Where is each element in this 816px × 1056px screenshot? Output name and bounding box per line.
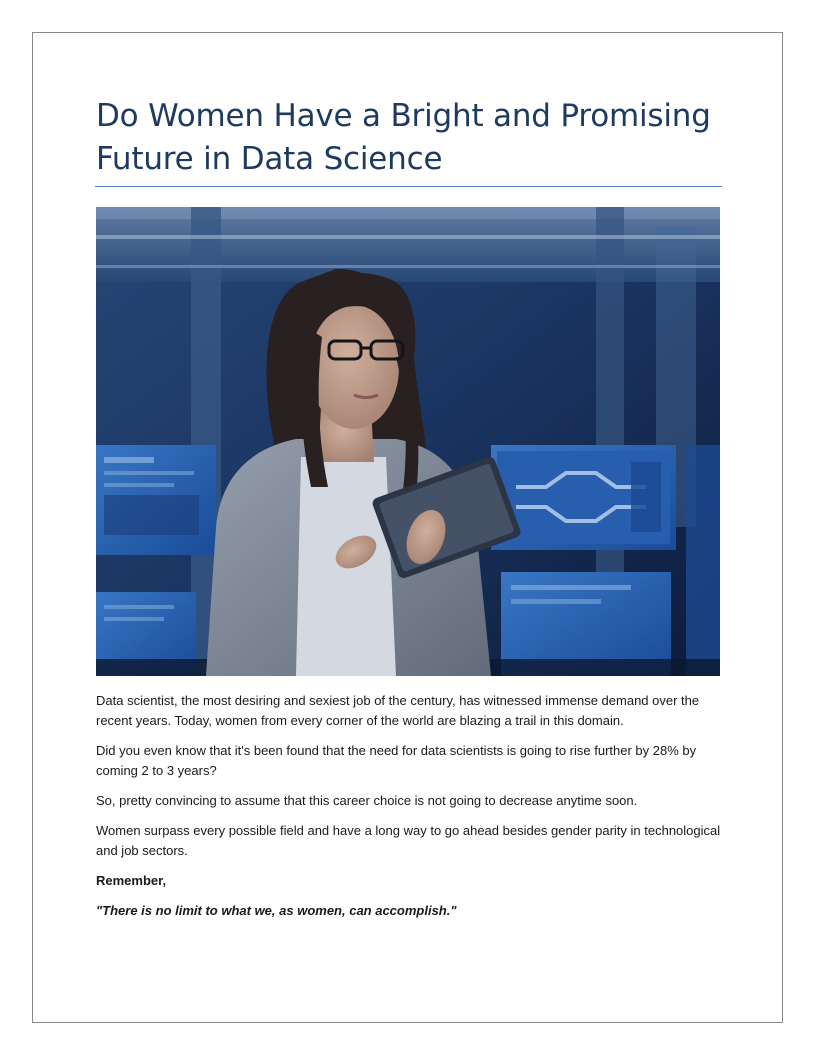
paragraph: Women surpass every possible field and have a long way to go ahead besides gender parity in technological and job sectors. [96,823,721,858]
quote: "There is no limit to what we, as women, can accomplish." [96,903,457,918]
hero-image [96,207,720,676]
page-title: Do Women Have a Bright and Promising Future in Data Science [96,98,711,177]
title-underline [95,186,722,187]
article-body [96,691,726,931]
paragraph: Data scientist, the most desiring and sexiest job of the century, has witnessed immense demand over the recent years. Today, women from every corner of the world are blazing a trail in this domain. [96,693,700,728]
emphasis-label: Remember, [96,873,167,888]
paragraph: Did you even know that it's been found that the need for data scientists is going to rise further by 28% by coming 2 to 3 years? [96,743,697,778]
paragraph: So, pretty convincing to assume that this career choice is not going to decrease anytime soon. [96,793,638,808]
